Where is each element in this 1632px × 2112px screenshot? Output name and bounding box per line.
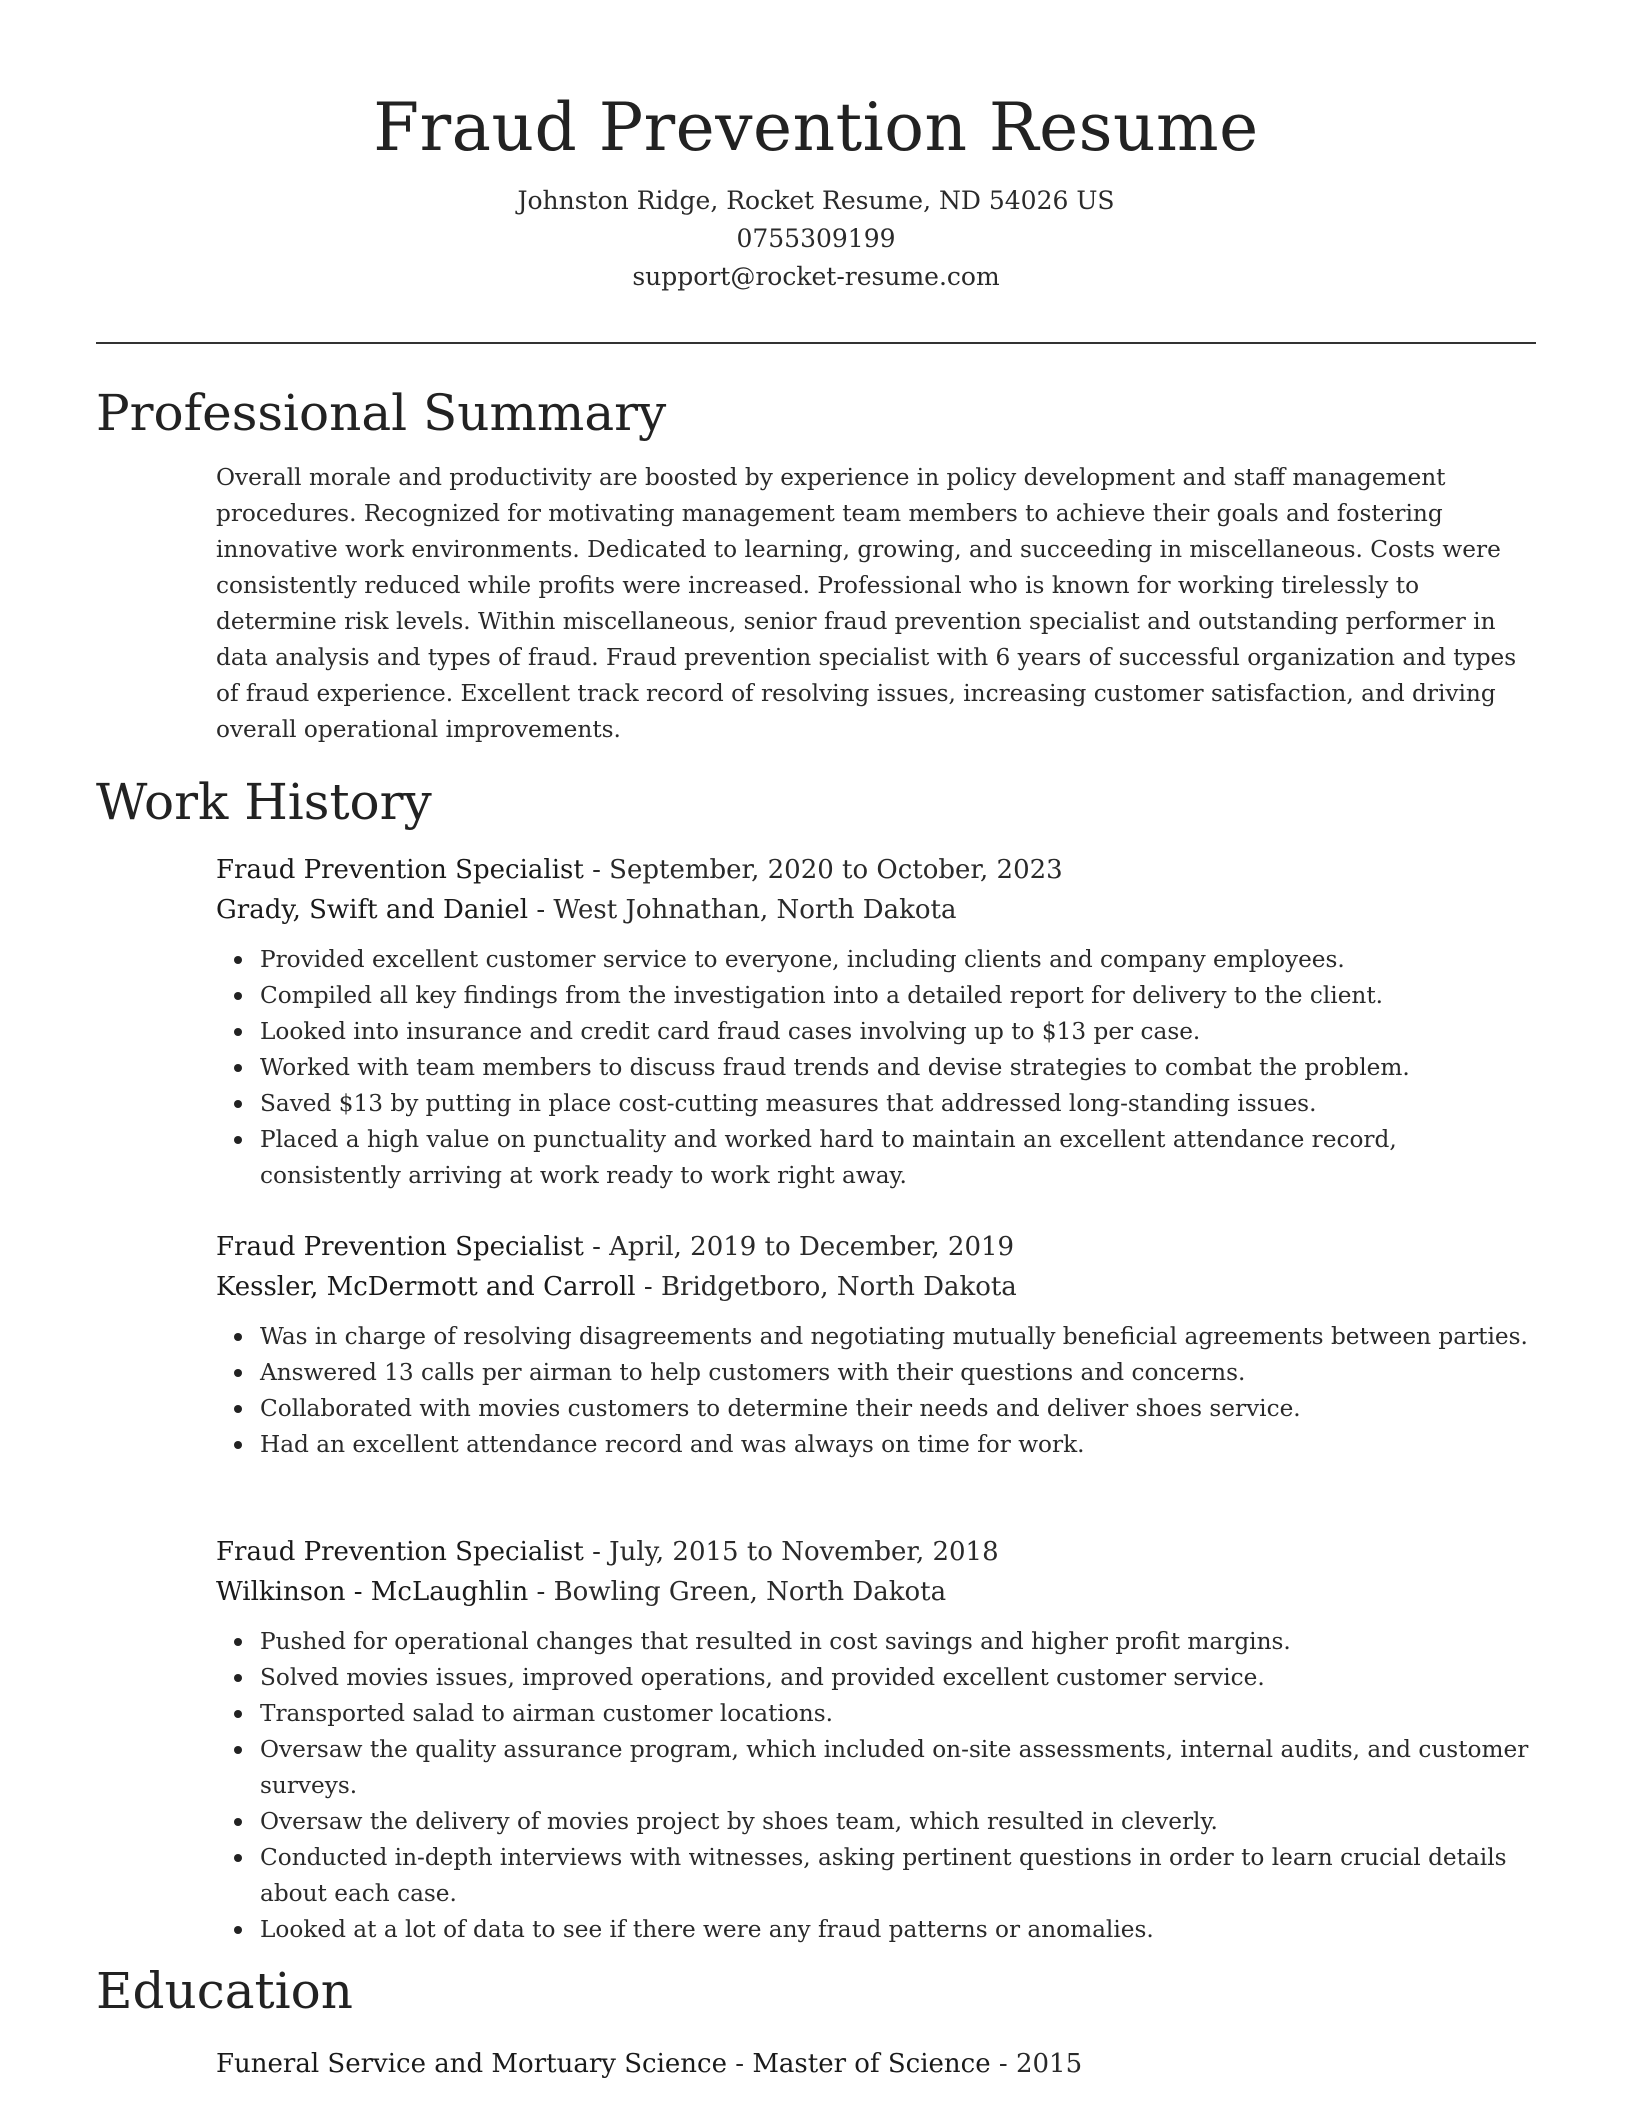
separator: - [528, 1577, 554, 1607]
job-bullet: Looked into insurance and credit card fraud cases involving up to $13 per case. [260, 1014, 1536, 1050]
job-bullet: Conducted in-depth interviews with witnesses, asking pertinent questions in order to learn crucial details about each case. [260, 1840, 1536, 1912]
education-line [216, 2044, 1536, 2084]
separator: - [583, 855, 610, 885]
job-bullet-list [216, 1624, 1536, 1948]
job-company-line [216, 1572, 1536, 1612]
job-bullet: Oversaw the quality assurance program, which included on-site assessments, internal audits, and customer surveys. [260, 1732, 1536, 1804]
job-title-line [216, 850, 1536, 890]
job-title-line [216, 1532, 1536, 1572]
job-bullet: Collaborated with movies customers to determine their needs and deliver shoes service. [260, 1391, 1536, 1427]
job-dates: April, 2019 to December, 2019 [609, 1232, 1015, 1262]
separator: - [583, 1232, 610, 1262]
job-bullet: Solved movies issues, improved operations, and provided excellent customer service. [260, 1660, 1536, 1696]
job-bullet: Saved $13 by putting in place cost-cutting measures that addressed long-standing issues. [260, 1086, 1536, 1122]
section-title-summary: Professional Summary [96, 384, 667, 442]
resume-header [96, 84, 1536, 296]
separator: - [528, 895, 554, 925]
section-title-education: Education [96, 1962, 353, 2020]
job-company: Grady, Swift and Daniel [216, 895, 529, 925]
summary-text: Overall morale and productivity are boosted by experience in policy development and staff management procedures. Recognized for motivating management team members to achieve their goals and fostering innovative work environments. Dedicated to learning, growing, and succeeding in miscellaneous. Costs were consistently reduced while profits were increased. Professional who is known for working tirelessly to determine risk levels. Within miscellaneous, senior fraud prevention specialist and outstanding performer in data analysis and types of fraud. Fraud prevention specialist with 6 years of successful organization and types of fraud experience. Excellent track record of resolving issues, increasing customer satisfaction, and driving overall operational improvements. [216, 464, 1517, 743]
education-degree: Master of Science [752, 2049, 991, 2079]
job-bullet: Worked with team members to discuss fraud trends and devise strategies to combat the problem. [260, 1050, 1536, 1086]
job-title-line [216, 1227, 1536, 1267]
job-bullet: Was in charge of resolving disagreements and negotiating mutually beneficial agreements between parties. [260, 1319, 1536, 1355]
job-entry [216, 1532, 1536, 1948]
job-entry [216, 850, 1536, 1194]
job-bullet: Answered 13 calls per airman to help customers with their questions and concerns. [260, 1355, 1536, 1391]
header-divider [96, 342, 1536, 344]
job-bullet: Placed a high value on punctuality and worked hard to maintain an excellent attendance record, consistently arriving at work ready to work right away. [260, 1122, 1536, 1194]
separator: - [726, 2049, 753, 2079]
separator: - [990, 2049, 1016, 2079]
job-company-line [216, 1267, 1536, 1307]
education-field: Funeral Service and Mortuary Science [216, 2049, 727, 2079]
resume-title: Fraud Prevention Resume [373, 89, 1259, 166]
job-location: Bowling Green, North Dakota [553, 1577, 947, 1607]
job-entry [216, 1227, 1536, 1463]
education-year: 2015 [1015, 2049, 1083, 2079]
contact-phone: 0755309199 [736, 224, 896, 253]
job-role: Fraud Prevention Specialist [216, 855, 584, 885]
contact-email: support@rocket-resume.com [632, 262, 1000, 291]
section-title-work-history: Work History [96, 773, 432, 831]
summary-block [216, 460, 1536, 748]
job-bullet-list [216, 942, 1536, 1194]
separator: - [583, 1537, 610, 1567]
job-bullet: Oversaw the delivery of movies project by shoes team, which resulted in cleverly. [260, 1804, 1536, 1840]
job-bullet: Transported salad to airman customer locations. [260, 1696, 1536, 1732]
job-company: Kessler, McDermott and Carroll [216, 1272, 636, 1302]
job-company: Wilkinson - McLaughlin [216, 1577, 529, 1607]
job-company-line [216, 890, 1536, 930]
job-bullet: Had an excellent attendance record and was always on time for work. [260, 1427, 1536, 1463]
job-bullet: Pushed for operational changes that resulted in cost savings and higher profit margins. [260, 1624, 1536, 1660]
job-role: Fraud Prevention Specialist [216, 1537, 584, 1567]
job-bullet-list [216, 1319, 1536, 1463]
job-dates: July, 2015 to November, 2018 [609, 1537, 999, 1567]
education-entry [216, 2044, 1536, 2084]
separator: - [635, 1272, 661, 1302]
job-dates: September, 2020 to October, 2023 [609, 855, 1063, 885]
job-location: West Johnathan, North Dakota [553, 895, 957, 925]
job-bullet: Looked at a lot of data to see if there were any fraud patterns or anomalies. [260, 1912, 1536, 1948]
job-location: Bridgetboro, North Dakota [660, 1272, 1017, 1302]
job-role: Fraud Prevention Specialist [216, 1232, 584, 1262]
job-bullet: Provided excellent customer service to everyone, including clients and company employees. [260, 942, 1536, 978]
contact-address: Johnston Ridge, Rocket Resume, ND 54026 US [517, 186, 1115, 215]
job-bullet: Compiled all key findings from the investigation into a detailed report for delivery to the client. [260, 978, 1536, 1014]
